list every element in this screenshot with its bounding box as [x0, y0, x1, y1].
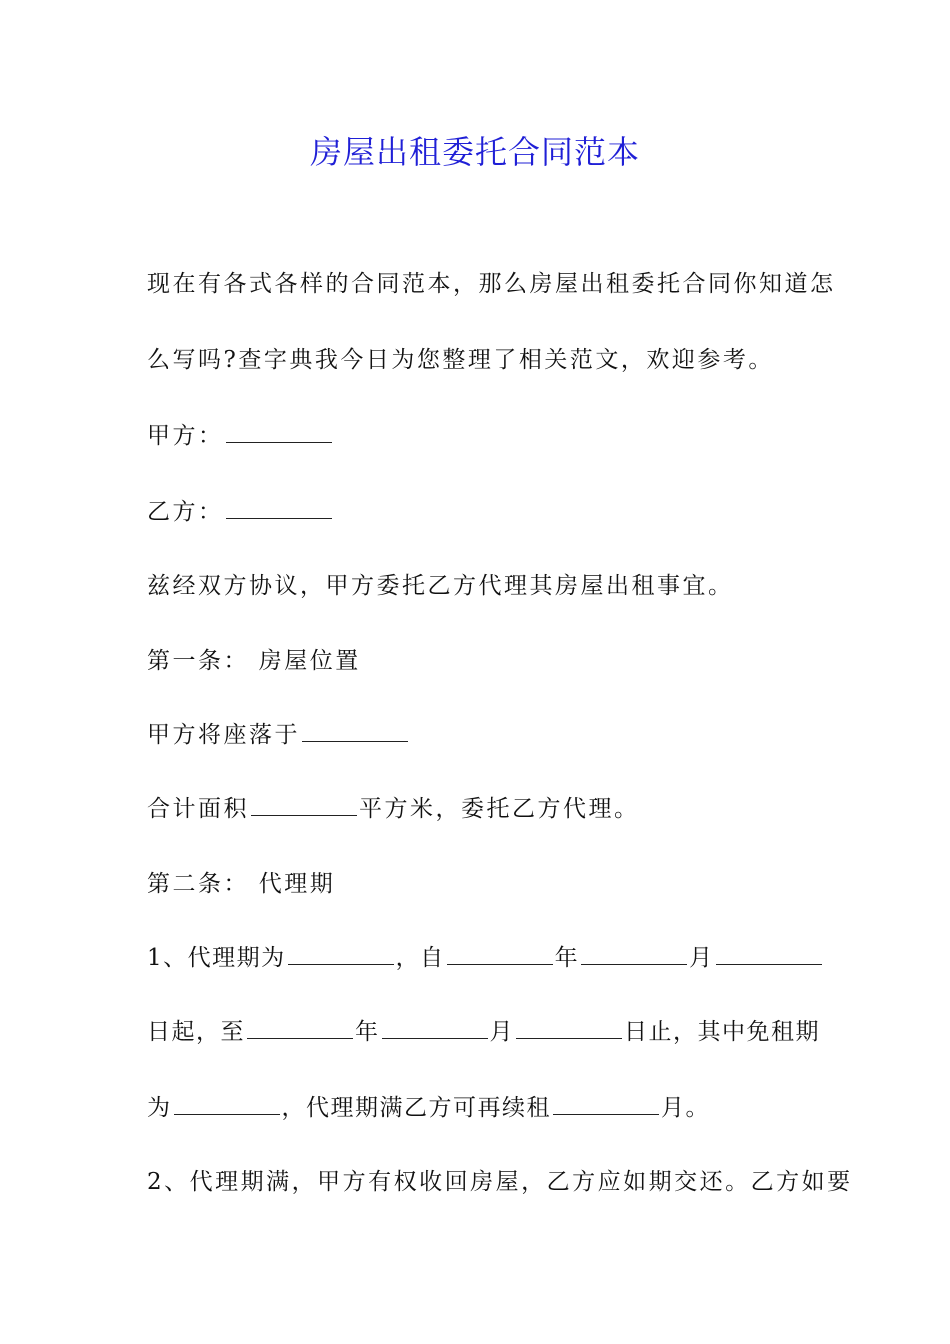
party-b-line — [147, 494, 812, 530]
agreement-paragraph: 兹经双方协议，甲方委托乙方代理其房屋出租事宜。 — [147, 573, 734, 599]
location-label: 甲方将座落于 — [147, 722, 300, 748]
clause-1-text-a: 1、代理期为 — [147, 945, 286, 971]
document-title: 房屋出租委托合同范本 — [309, 133, 640, 171]
intro-line-1: 现在有各式各样的合同范本，那么房屋出租委托合同你知道怎 — [147, 271, 836, 297]
area-label: 合计面积 — [147, 796, 249, 822]
end-month-blank — [382, 1016, 488, 1039]
start-year-blank — [447, 942, 553, 965]
free-period-blank — [174, 1092, 280, 1115]
party-a-line — [147, 418, 812, 454]
party-a-label: 甲方： — [147, 423, 224, 449]
clause-1-line-2 — [147, 1014, 820, 1050]
location-blank — [302, 719, 408, 742]
intro-line-2: 么写吗?查字典我今日为您整理了相关范文，欢迎参考。 — [147, 347, 774, 373]
clause-2-line-1: 2、代理期满，甲方有权收回房屋，乙方应如期交还。乙方如要 — [147, 1169, 853, 1195]
clause-1-end-year-label: 年 — [355, 1019, 380, 1045]
clause-1-text-d: 日止，其中免租期 — [624, 1019, 820, 1045]
term-blank — [288, 942, 394, 965]
party-a-blank — [226, 420, 332, 443]
renewal-blank — [553, 1092, 659, 1115]
clause-1-text-b: ，自 — [395, 945, 445, 971]
clause-1-line-1 — [147, 940, 812, 976]
clause-1-year-label: 年 — [554, 945, 580, 971]
start-month-blank — [581, 942, 687, 965]
area-blank — [251, 793, 357, 816]
party-b-label: 乙方： — [147, 499, 224, 525]
clause-1-line-3 — [147, 1090, 812, 1126]
article-1-heading: 第一条： 房屋位置 — [147, 648, 361, 674]
article-1-location-line — [147, 717, 812, 753]
area-suffix: 平方米，委托乙方代理。 — [359, 796, 640, 822]
clause-1-end-month-label: 月 — [489, 1019, 514, 1045]
article-1-area-line — [147, 791, 812, 827]
end-year-blank — [247, 1016, 353, 1039]
clause-1-month-label: 月 — [689, 945, 714, 971]
article-2-heading: 第二条： 代理期 — [147, 871, 336, 897]
clause-1-text-f: ，代理期满乙方可再续租 — [281, 1095, 551, 1121]
clause-1-text-g: 月。 — [661, 1095, 710, 1121]
clause-1-text-e: 为 — [147, 1095, 172, 1121]
end-day-blank — [516, 1016, 622, 1039]
start-day-blank — [716, 942, 822, 965]
clause-1-text-c: 日起，至 — [147, 1019, 245, 1045]
party-b-blank — [226, 496, 332, 519]
